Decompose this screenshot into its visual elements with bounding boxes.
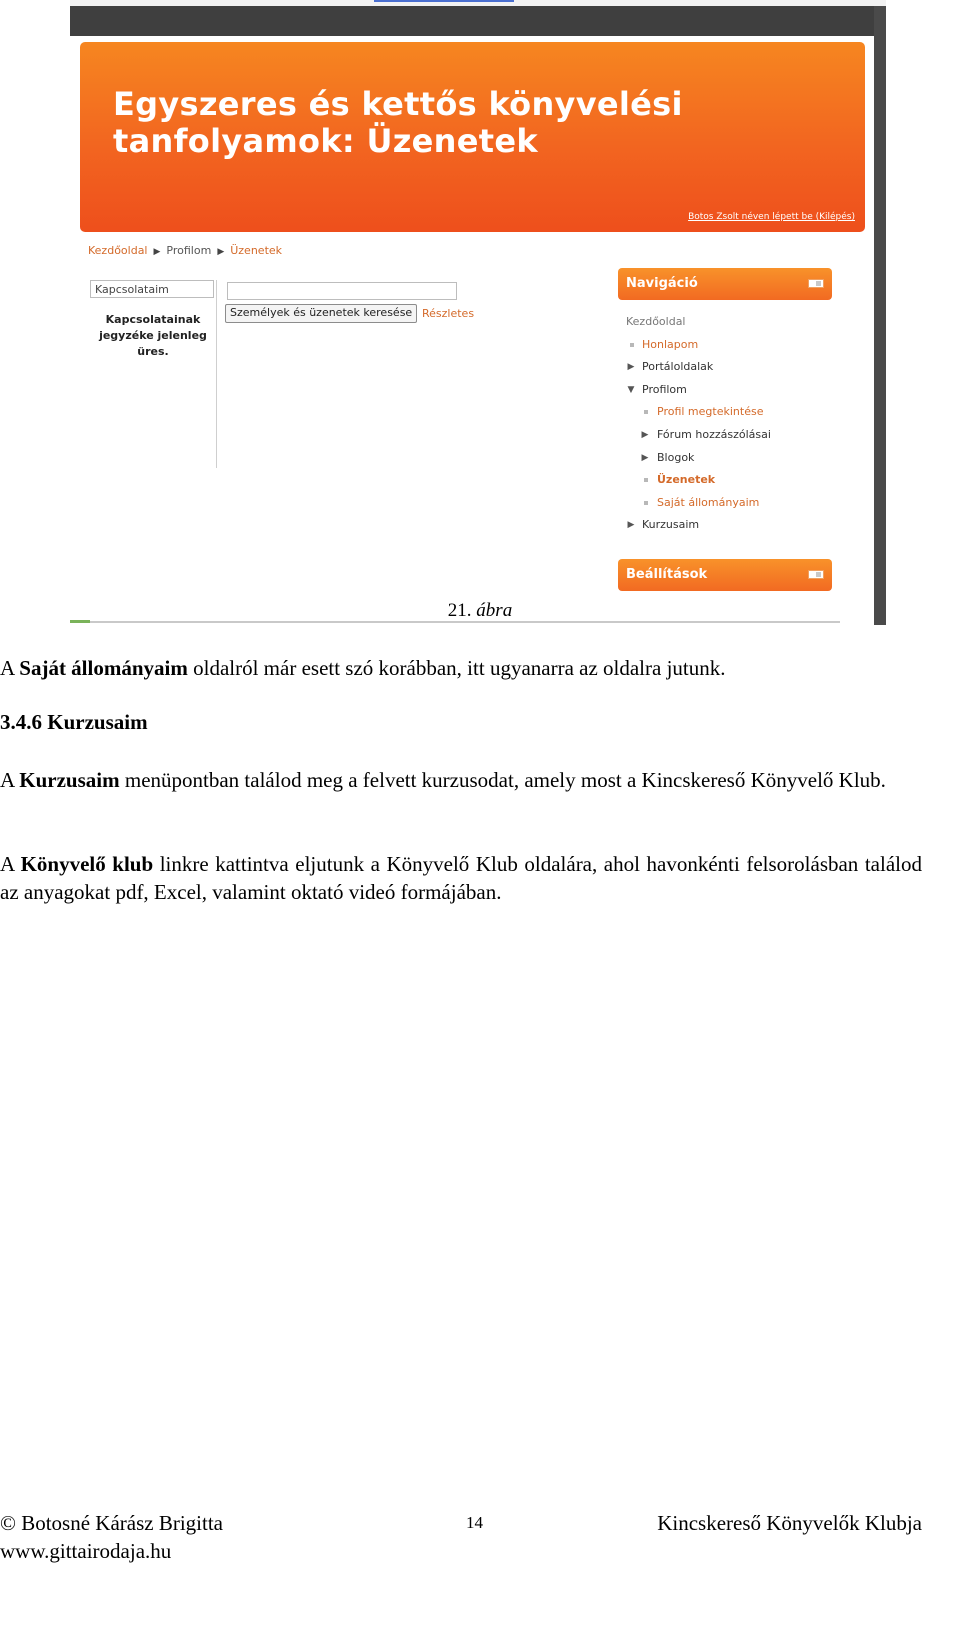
banner-title-line2: tanfolyamok: Üzenetek	[113, 122, 538, 160]
breadcrumb-profile[interactable]: Profilom	[166, 244, 212, 257]
contacts-tab[interactable]: Kapcsolataim	[90, 280, 214, 298]
nav-item-label: Honlapom	[642, 337, 699, 351]
nav-item-label: Saját állományaim	[657, 495, 760, 509]
nav-item-label: Kezdőoldal	[626, 315, 686, 328]
banner-title	[113, 86, 793, 160]
footer-left	[0, 1509, 223, 1565]
nav-item-label: Portáloldalak	[642, 360, 714, 374]
text-run: A	[0, 852, 21, 876]
section-heading: 3.4.6 Kurzusaim	[0, 710, 148, 734]
figure-word: ábra	[476, 600, 513, 621]
triangle-down-icon: ▼	[627, 384, 635, 395]
login-info-link[interactable]: Botos Zsolt néven lépett be (Kilépés)	[688, 212, 855, 222]
nav-item-messages[interactable]	[626, 470, 771, 493]
bold-term: Saját állományaim	[19, 656, 188, 680]
page-frame-right	[874, 6, 886, 625]
contacts-empty-line: üres.	[137, 345, 169, 358]
search-button[interactable]: Személyek és üzenetek keresése	[225, 304, 417, 323]
nav-item-label: Blogok	[657, 450, 695, 464]
navigation-tree	[626, 312, 771, 538]
text-run: menüpontban találod meg a felvett kurzusodat, amely most a Kincskereső Könyvelő Klub.	[119, 768, 886, 792]
settings-title: Beállítások	[626, 567, 708, 582]
triangle-right-icon: ▶	[627, 362, 635, 373]
nav-item-homepage[interactable]	[626, 335, 771, 358]
paragraph-courses	[0, 766, 922, 794]
nav-item-my-files[interactable]	[626, 493, 771, 516]
navigation-title: Navigáció	[626, 276, 698, 291]
nav-item-label: Fórum hozzászólásai	[657, 427, 771, 441]
nav-item-view-profile[interactable]	[626, 402, 771, 425]
text-run: linkre kattintva eljutunk a Könyvelő Klub oldalára, ahol havonkénti felsorolásban találod az anyagokat pdf, Excel, valamint oktató videó formájában.	[0, 852, 922, 904]
nav-item-portal-pages[interactable]	[626, 357, 771, 380]
nav-item-home[interactable]	[626, 312, 771, 335]
text-run: A	[0, 768, 20, 792]
bold-term: Kurzusaim	[19, 768, 120, 792]
square-bullet-icon	[644, 501, 648, 505]
text-run: A	[0, 656, 20, 680]
contacts-empty-line: jegyzéke jelenleg	[99, 329, 207, 342]
search-input[interactable]	[227, 282, 457, 300]
nav-item-blogs[interactable]	[626, 448, 771, 471]
navigation-block-header	[618, 268, 832, 300]
page-frame-top	[70, 6, 886, 36]
contacts-panel	[90, 280, 217, 468]
figure-number: 21.	[447, 600, 472, 621]
figure-screenshot	[70, 0, 886, 625]
nav-item-forum-posts[interactable]	[626, 425, 771, 448]
contacts-empty-line: Kapcsolatainak	[105, 313, 201, 326]
triangle-right-icon: ▶	[641, 452, 649, 463]
nav-item-label: Profil megtekintése	[657, 405, 764, 419]
triangle-right-icon: ▶	[641, 429, 649, 440]
nav-item-courses[interactable]	[626, 515, 771, 538]
contacts-empty-message	[90, 312, 216, 360]
page-number: 14	[466, 1513, 483, 1532]
footer-club: Kincskereső Könyvelők Klubja	[657, 1511, 922, 1535]
bold-term: Könyvelő klub	[20, 852, 154, 876]
square-bullet-icon	[644, 410, 648, 414]
breadcrumb-separator-icon: ▶	[217, 247, 225, 257]
breadcrumb	[88, 244, 282, 257]
site-banner	[80, 42, 865, 232]
breadcrumb-home[interactable]: Kezdőoldal	[88, 244, 148, 257]
browser-link-underline	[374, 0, 514, 2]
breadcrumb-separator-icon: ▶	[153, 247, 161, 257]
triangle-right-icon: ▶	[627, 520, 635, 531]
nav-item-profile[interactable]	[626, 380, 771, 403]
square-bullet-icon	[630, 343, 634, 347]
settings-block-header	[618, 559, 832, 591]
paragraph-club-link	[0, 850, 922, 906]
nav-item-label: Kurzusaim	[642, 518, 700, 532]
figure-caption	[0, 600, 960, 622]
paragraph-my-files	[0, 654, 922, 682]
square-bullet-icon	[644, 478, 648, 482]
breadcrumb-messages[interactable]: Üzenetek	[230, 244, 283, 257]
dock-icon[interactable]	[808, 279, 824, 288]
banner-title-line1: Egyszeres és kettős könyvelési	[113, 85, 683, 123]
footer-website: www.gittairodaja.hu	[0, 1539, 172, 1563]
nav-item-label: Profilom	[642, 382, 687, 396]
text-run: oldalról már esett szó korábban, itt ugyanarra az oldalra jutunk.	[187, 656, 726, 680]
nav-item-label: Üzenetek	[657, 473, 716, 487]
dock-icon[interactable]	[808, 570, 824, 579]
advanced-search-link[interactable]: Részletes	[422, 307, 475, 320]
footer-author: © Botosné Kárász Brigitta	[0, 1511, 223, 1535]
